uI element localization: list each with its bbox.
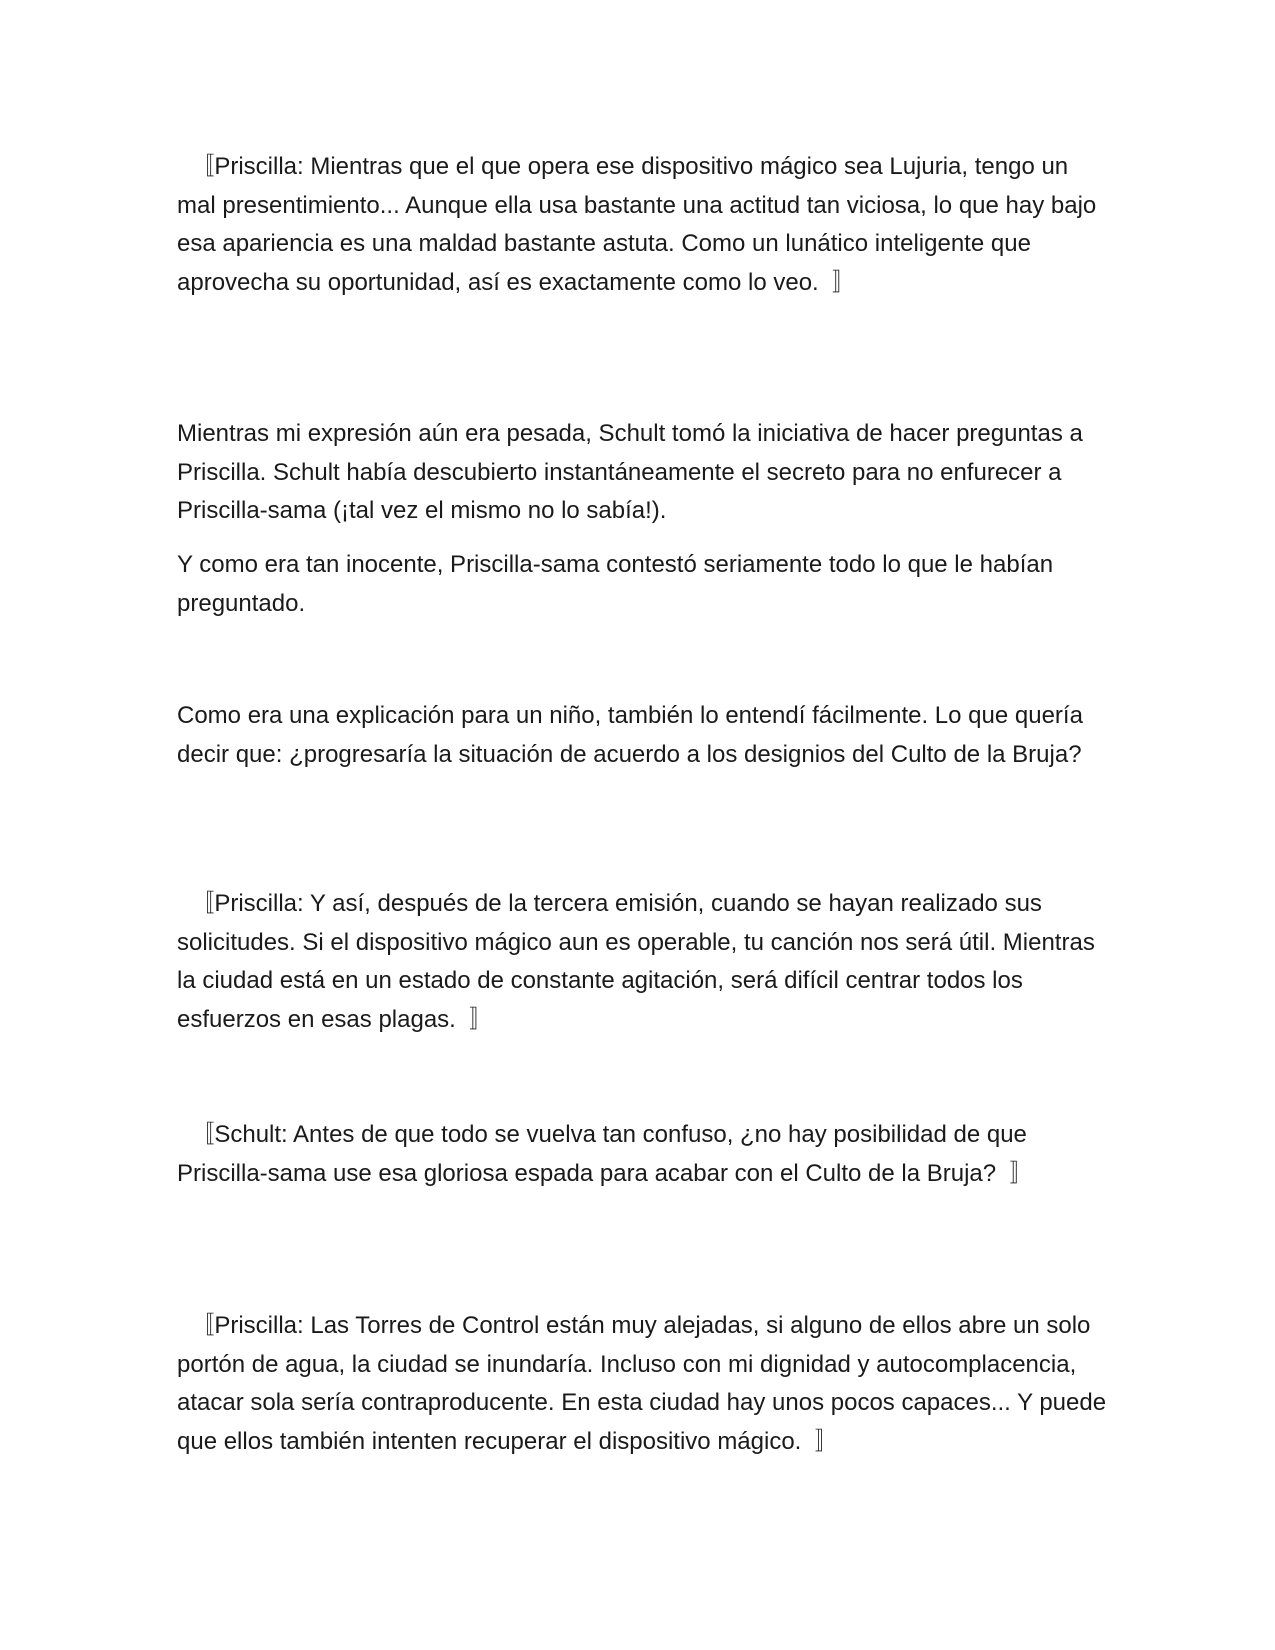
dialogue-paragraph-priscilla-emission: 〚Priscilla: Y así, después de la tercera emisión, cuando se hayan realizado sus solicitudes. Si el dispositivo mágico aun es operable, tu canción nos será útil. Mientras la ciudad está en un estado de constante agitación, será difícil centrar todos los esfuerzos en esas plagas. 〛 (177, 890, 1095, 1033)
dialogue-paragraph-priscilla-towers: 〚Priscilla: Las Torres de Control están muy alejadas, si alguno de ellos abre un solo portón de agua, la ciudad se inundaría. Incluso con mi dignidad y autocomplacencia, atacar sola sería contraproducente. En esta ciudad hay unos pocos capaces... Y puede que ellos también intenten recuperar el dispositivo mágico. 〛 (177, 1312, 1107, 1455)
narration-paragraph-priscilla-answers: Y como era tan inocente, Priscilla-sama contestó seriamente todo lo que le habían preguntado. (177, 551, 1054, 617)
narration-paragraph-explanation: Como era una explicación para un niño, también lo entendí fácilmente. Lo que quería decir que: ¿progresaría la situación de acuerdo a los designios del Culto de la Bruja? (177, 702, 1083, 768)
dialogue-paragraph-priscilla-lujuria: 〚Priscilla: Mientras que el que opera ese dispositivo mágico sea Lujuria, tengo un mal presentimiento... Aunque ella usa bastante una actitud tan viciosa, lo que hay bajo esa apariencia es una maldad bastante astuta. Como un lunático inteligente que aprovecha su oportunidad, así es exactamente como lo veo. 〛 (177, 153, 1097, 296)
dialogue-paragraph-schult-sword: 〚Schult: Antes de que todo se vuelva tan confuso, ¿no hay posibilidad de que Priscilla-sama use esa gloriosa espada para acabar con el Culto de la Bruja? 〛 (177, 1121, 1034, 1187)
narration-paragraph-schult-questions: Mientras mi expresión aún era pesada, Schult tomó la iniciativa de hacer preguntas a Priscilla. Schult había descubierto instantáneamente el secreto para no enfurecer a Priscilla-sama (¡tal vez el mismo no lo sabía!). (177, 420, 1083, 524)
